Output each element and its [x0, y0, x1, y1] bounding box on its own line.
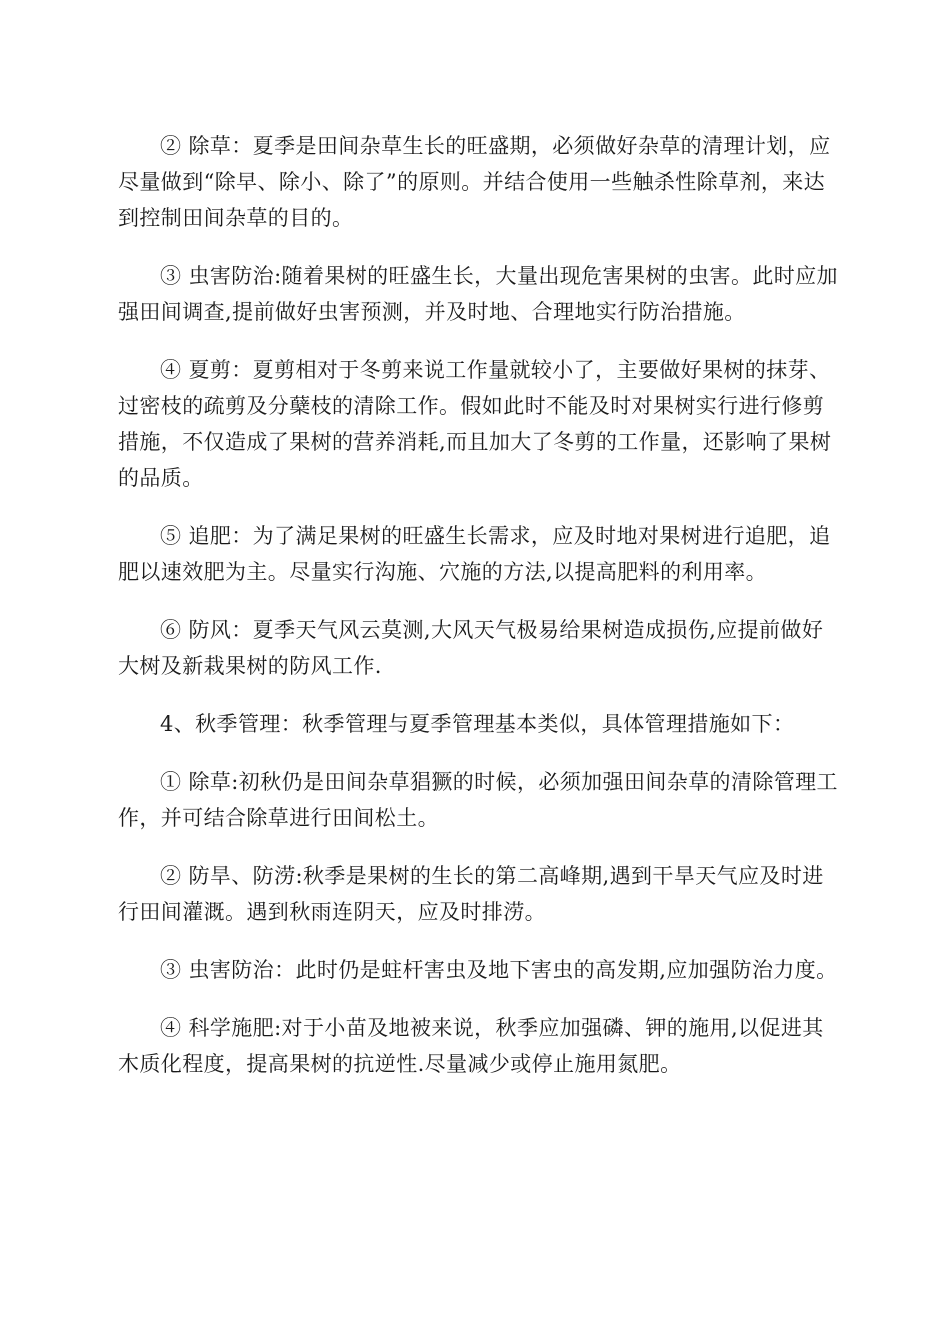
- paragraph-summer-fertilizing: ⑤ 追肥：为了满足果树的旺盛生长需求，应及时地对果树进行追肥，追肥以速效肥为主。尽量实行沟施、穴施的方法,以提高肥料的利用率。: [118, 524, 831, 584]
- paragraph-autumn-pest-control: ③ 虫害防治：此时仍是蛀杆害虫及地下害虫的高发期,应加强防治力度。: [160, 958, 838, 982]
- paragraph-summer-pest-control: ③ 虫害防治:随着果树的旺盛生长，大量出现危害果树的虫害。此时应加强田间调查,提前做好虫害预测，并及时地、合理地实行防治措施。: [118, 264, 838, 324]
- paragraph-autumn-weeding: ① 除草:初秋仍是田间杂草猖獗的时候，必须加强田间杂草的清除管理工作，并可结合除草进行田间松土。: [118, 770, 838, 830]
- section-heading-autumn-management: 4、秋季管理：秋季管理与夏季管理基本类似，具体管理措施如下：: [160, 712, 795, 736]
- document-body: [118, 128, 840, 1104]
- paragraph-summer-weeding: ② 除草：夏季是田间杂草生长的旺盛期，必须做好杂草的清理计划，应尽量做到“除早、除小、除了”的原则。并结合使用一些触杀性除草剂，来达到控制田间杂草的目的。: [118, 134, 831, 230]
- paragraph-autumn-drought-flood: ② 防旱、防涝:秋季是果树的生长的第二高峰期,遇到干旱天气应及时进行田间灌溉。遇到秋雨连阴天，应及时排涝。: [118, 864, 824, 924]
- paragraph-summer-wind-protection: ⑥ 防风：夏季天气风云莫测,大风天气极易给果树造成损伤,应提前做好大树及新栽果树的防风工作.: [118, 618, 824, 678]
- paragraph-autumn-fertilizing: ④ 科学施肥:对于小苗及地被来说，秋季应加强磷、钾的施用,以促进其木质化程度，提高果树的抗逆性.尽量减少或停止施用氮肥。: [118, 1016, 824, 1076]
- paragraph-summer-pruning: ④ 夏剪：夏剪相对于冬剪来说工作量就较小了，主要做好果树的抹芽、过密枝的疏剪及分蘖枝的清除工作。假如此时不能及时对果树实行进行修剪措施，不仅造成了果树的营养消耗,而且加大了冬剪的工作量，还影响了果树的品质。: [118, 358, 832, 490]
